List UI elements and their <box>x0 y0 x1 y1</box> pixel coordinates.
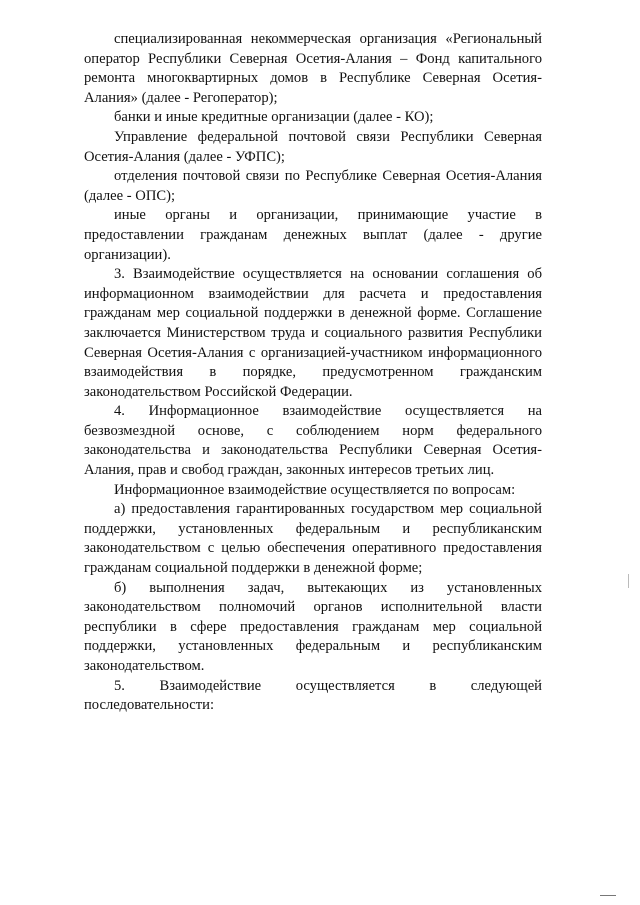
scan-edge-dash <box>600 895 616 896</box>
paragraph-ops: отделения почтовой связи по Республике Северная Осетия-Алания (далее - ОПС); <box>84 168 542 204</box>
paragraph-regoperator: специализированная некоммерческая организация «Региональный оператор Республики Северная Осетия-Алания – Фонд капитального ремонта многоквартирных домов в Республике Северная Осетия-Алания» (далее - Регоператор); <box>84 31 542 106</box>
document-page <box>84 30 542 716</box>
paragraph-subitem-a: а) предоставления гарантированных государством мер социальной поддержки, установленных федеральным и республиканским законодательством с целью обеспечения оперативного предоставления гражданам социальной поддержки в денежной форме; <box>84 501 542 577</box>
paragraph-banks: банки и иные кредитные организации (далее - КО); <box>114 109 434 126</box>
paragraph-other-organizations: иные органы и организации, принимающие участие в предоставлении гражданам денежных выплат (далее - другие организации). <box>84 207 542 263</box>
paragraph-subitem-b: б) выполнения задач, вытекающих из установленных законодательством полномочий органов исполнительной власти республики в сфере предоставления гражданам мер социальной поддержки, установленных федеральным и республиканским законодательством. <box>84 579 542 674</box>
paragraph-item-3: 3. Взаимодействие осуществляется на основании соглашения об информационном взаимодействии для расчета и предоставления гражданам мер социальной поддержки в денежной форме. Соглашение заключается Министерством труда и социального развития Республики Северная Осетия-Алания с организацией-участником информационного взаимодействия в порядке, предусмотренном гражданским законодательством Российской Федерации. <box>84 266 542 400</box>
paragraph-questions-intro: Информационное взаимодействие осуществляется по вопросам: <box>114 481 516 498</box>
paragraph-ufps: Управление федеральной почтовой связи Республики Северная Осетия-Алания (далее - УФПС); <box>84 128 542 165</box>
paragraph-item-5: 5. Взаимодействие осуществляется в следующей последовательности: <box>84 677 542 714</box>
scan-margin-mark <box>628 574 629 588</box>
paragraph-item-4: 4. Информационное взаимодействие осуществляется на безвозмездной основе, с соблюдением норм федерального законодательства и законодательства Республики Северная Осетия-Алания, прав и свобод граждан, законных интересов третьих лиц. <box>84 403 542 479</box>
